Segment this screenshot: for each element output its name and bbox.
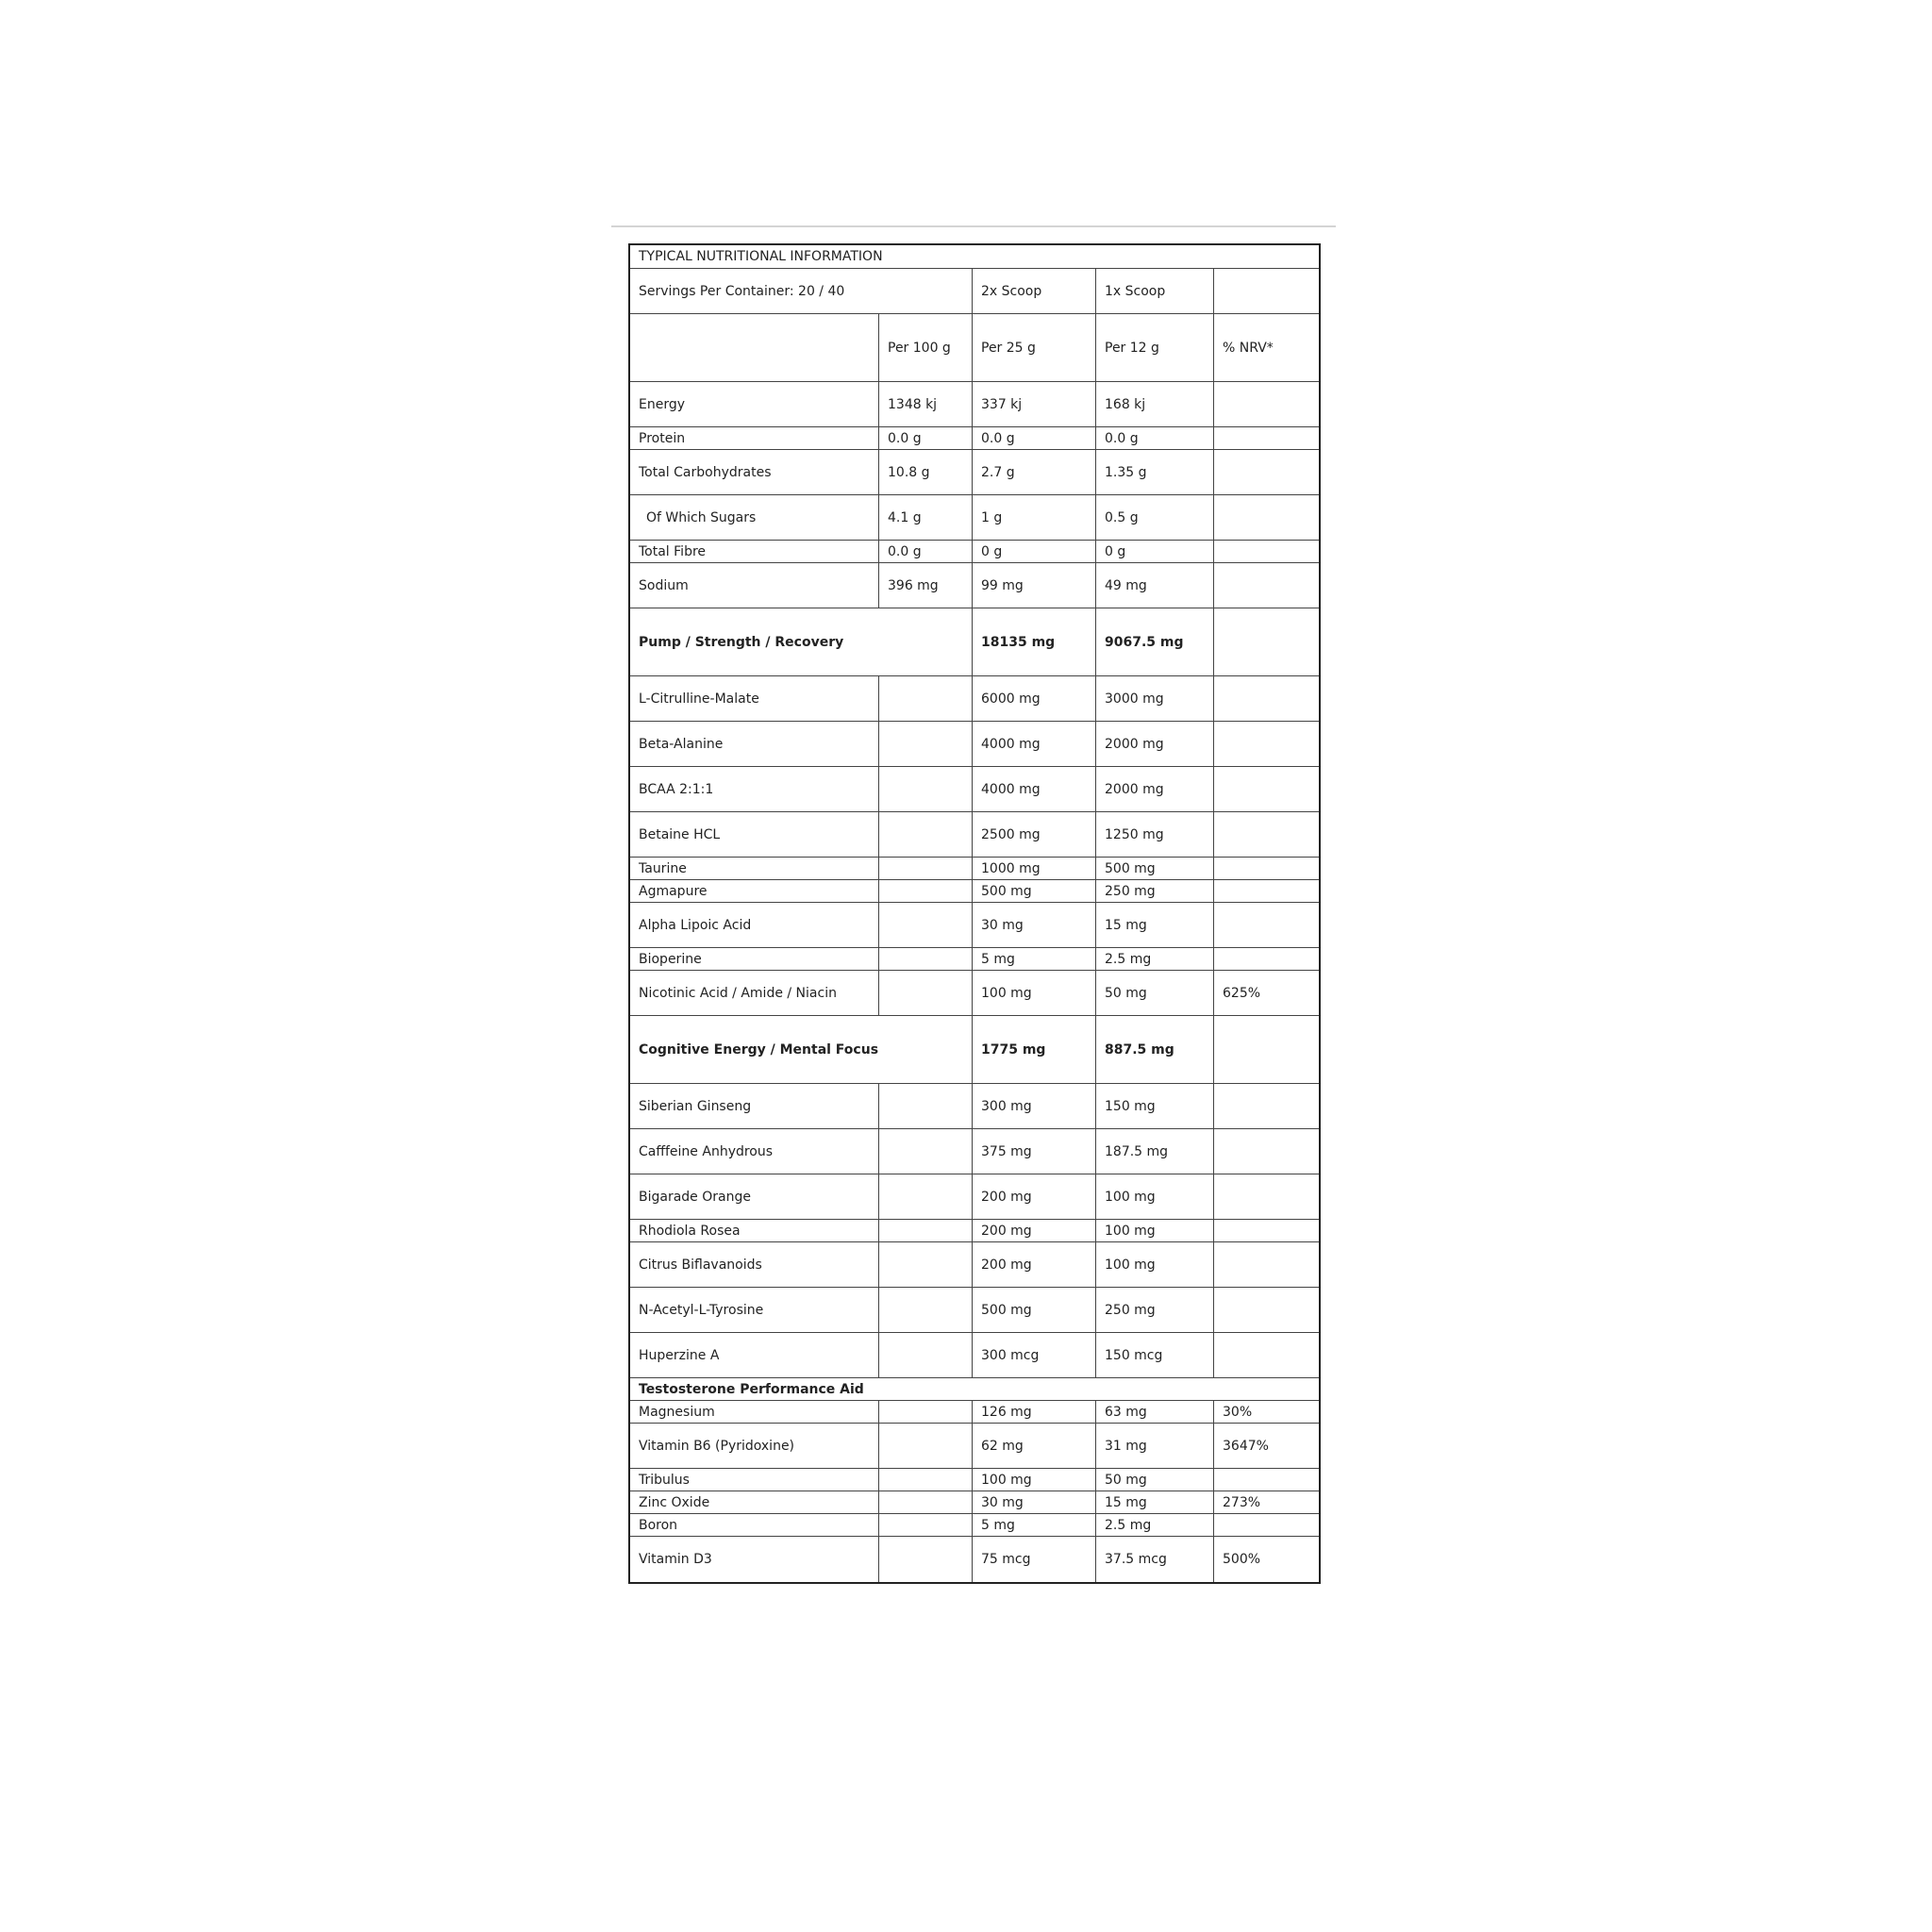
value-per-12g: 15 mg (1096, 1491, 1214, 1513)
column-header-row (630, 314, 1319, 382)
nutrient-name: Alpha Lipoic Acid (630, 903, 879, 947)
value-per-25g: 200 mg (973, 1242, 1096, 1287)
nutrient-name: Energy (630, 382, 879, 426)
value-per-25g: 126 mg (973, 1401, 1096, 1423)
value-per-25g: 4000 mg (973, 767, 1096, 811)
table-row (630, 767, 1319, 812)
group-name: Cognitive Energy / Mental Focus (630, 1016, 973, 1083)
nutrient-name: L-Citrulline-Malate (630, 676, 879, 721)
value-per-100g (879, 948, 973, 970)
nutrient-name: Total Carbohydrates (630, 450, 879, 494)
table-row (630, 1514, 1319, 1537)
value-per-100g (879, 812, 973, 857)
value-per-100g: 0.0 g (879, 541, 973, 562)
value-per-12g: 2000 mg (1096, 767, 1214, 811)
value-per-12g: 0 g (1096, 541, 1214, 562)
value-nrv: 3647% (1223, 1438, 1269, 1454)
nutrient-name: Huperzine A (630, 1333, 879, 1377)
nutrient-name: Agmapure (630, 880, 879, 902)
value-per-25g: 2500 mg (973, 812, 1096, 857)
value-per-12g: 3000 mg (1096, 676, 1214, 721)
group-nrv (1214, 1016, 1319, 1083)
value-per-25g: 300 mg (973, 1084, 1096, 1128)
table-title: TYPICAL NUTRITIONAL INFORMATION (639, 249, 883, 264)
group-total-per-25g: 18135 mg (973, 608, 1096, 675)
serving-header-1x: 1x Scoop (1096, 269, 1214, 313)
value-per-25g: 200 mg (973, 1220, 1096, 1241)
value-nrv: 273% (1223, 1494, 1261, 1510)
value-per-25g: 337 kj (973, 382, 1096, 426)
table-row (630, 1288, 1319, 1333)
column-header-name (630, 314, 879, 381)
value-nrv: 30% (1223, 1404, 1253, 1420)
value-nrv (1214, 812, 1319, 857)
value-per-25g: 100 mg (973, 1469, 1096, 1491)
table-row (630, 1469, 1319, 1491)
nutrient-name: Taurine (630, 858, 879, 879)
nutrient-name: BCAA 2:1:1 (630, 767, 879, 811)
value-nrv (1214, 767, 1319, 811)
nutrient-name: Zinc Oxide (630, 1491, 879, 1513)
value-per-100g (879, 903, 973, 947)
value-per-100g: 10.8 g (879, 450, 973, 494)
column-header-per-100g: Per 100 g (879, 314, 973, 381)
nutrient-name: Protein (630, 427, 879, 449)
table-title-row (630, 245, 1319, 269)
value-per-25g: 1000 mg (973, 858, 1096, 879)
value-per-100g (879, 880, 973, 902)
value-nrv (1214, 1174, 1319, 1219)
column-header-per-25g: Per 25 g (973, 314, 1096, 381)
nutrient-name: Citrus Biflavanoids (630, 1242, 879, 1287)
serving-header-2x: 2x Scoop (973, 269, 1096, 313)
table-row (630, 1129, 1319, 1174)
value-per-100g (879, 676, 973, 721)
value-per-100g: 0.0 g (879, 427, 973, 449)
table-row (630, 880, 1319, 903)
value-per-12g: 2.5 mg (1096, 948, 1214, 970)
value-per-100g (879, 1514, 973, 1536)
nutrient-name: Vitamin D3 (630, 1537, 879, 1582)
nutrient-name: Betaine HCL (630, 812, 879, 857)
value-per-25g: 30 mg (973, 1491, 1096, 1513)
value-per-25g: 200 mg (973, 1174, 1096, 1219)
value-per-12g: 500 mg (1096, 858, 1214, 879)
value-per-100g: 396 mg (879, 563, 973, 608)
nutrient-name: Boron (630, 1514, 879, 1536)
value-nrv (1214, 722, 1319, 766)
value-nrv (1214, 1469, 1319, 1491)
value-per-100g (879, 971, 973, 1015)
nutrient-name: Of Which Sugars (630, 495, 879, 540)
value-per-25g: 500 mg (973, 880, 1096, 902)
value-per-12g: 2000 mg (1096, 722, 1214, 766)
value-per-100g (879, 1174, 973, 1219)
section-header-row (630, 1378, 1319, 1401)
table-row (630, 1220, 1319, 1242)
value-nrv (1214, 1220, 1319, 1241)
value-per-25g: 62 mg (973, 1424, 1096, 1468)
top-divider (611, 225, 1336, 227)
value-per-100g: 4.1 g (879, 495, 973, 540)
serving-header-blank (1214, 269, 1319, 313)
value-nrv (1214, 1514, 1319, 1536)
value-per-25g: 100 mg (973, 971, 1096, 1015)
value-per-12g: 100 mg (1096, 1174, 1214, 1219)
value-per-12g: 49 mg (1096, 563, 1214, 608)
table-row (630, 450, 1319, 495)
value-per-100g (879, 767, 973, 811)
value-per-25g: 5 mg (973, 948, 1096, 970)
value-per-12g: 15 mg (1096, 903, 1214, 947)
value-per-12g: 250 mg (1096, 1288, 1214, 1332)
value-per-25g: 2.7 g (973, 450, 1096, 494)
table-row (630, 1242, 1319, 1288)
table-row (630, 858, 1319, 880)
value-per-12g: 50 mg (1096, 971, 1214, 1015)
value-per-12g: 250 mg (1096, 880, 1214, 902)
value-per-25g: 1 g (973, 495, 1096, 540)
group-nrv (1214, 608, 1319, 675)
value-per-100g (879, 1469, 973, 1491)
value-per-25g: 99 mg (973, 563, 1096, 608)
value-per-100g (879, 1491, 973, 1513)
value-per-25g: 75 mcg (973, 1537, 1096, 1582)
value-per-12g: 150 mg (1096, 1084, 1214, 1128)
value-per-25g: 30 mg (973, 903, 1096, 947)
value-nrv (1214, 1129, 1319, 1174)
table-row (630, 971, 1319, 1016)
value-per-12g: 31 mg (1096, 1424, 1214, 1468)
value-per-100g (879, 858, 973, 879)
value-nrv (1214, 880, 1319, 902)
value-per-12g: 0.5 g (1096, 495, 1214, 540)
value-nrv (1214, 903, 1319, 947)
nutrient-name: Sodium (630, 563, 879, 608)
value-nrv (1214, 676, 1319, 721)
table-row (630, 1174, 1319, 1220)
table-row (630, 1424, 1319, 1469)
value-per-100g (879, 1537, 973, 1582)
value-per-100g (879, 1288, 973, 1332)
value-nrv (1214, 1084, 1319, 1128)
value-nrv (1214, 1288, 1319, 1332)
table-row (630, 427, 1319, 450)
nutrient-name: Rhodiola Rosea (630, 1220, 879, 1241)
value-per-25g: 375 mg (973, 1129, 1096, 1174)
value-per-25g: 6000 mg (973, 676, 1096, 721)
group-total-row (630, 608, 1319, 676)
value-per-100g: 1348 kj (879, 382, 973, 426)
group-total-per-12g: 9067.5 mg (1096, 608, 1214, 675)
nutrient-name: Siberian Ginseng (630, 1084, 879, 1128)
table-row (630, 541, 1319, 563)
value-per-25g: 300 mcg (973, 1333, 1096, 1377)
value-nrv (1214, 563, 1319, 608)
value-nrv (1214, 858, 1319, 879)
nutrient-name: N-Acetyl-L-Tyrosine (630, 1288, 879, 1332)
servings-per-container: Servings Per Container: 20 / 40 (630, 269, 973, 313)
table-row (630, 1537, 1319, 1582)
value-per-100g (879, 1084, 973, 1128)
table-row (630, 676, 1319, 722)
value-per-25g: 4000 mg (973, 722, 1096, 766)
value-per-25g: 5 mg (973, 1514, 1096, 1536)
table-row (630, 495, 1319, 541)
nutrient-name: Cafffeine Anhydrous (630, 1129, 879, 1174)
value-nrv (1214, 1333, 1319, 1377)
table-row (630, 1333, 1319, 1378)
value-per-12g: 187.5 mg (1096, 1129, 1214, 1174)
value-per-100g (879, 1242, 973, 1287)
group-total-per-12g: 887.5 mg (1096, 1016, 1214, 1083)
table-row (630, 563, 1319, 608)
value-per-12g: 0.0 g (1096, 427, 1214, 449)
value-per-12g: 168 kj (1096, 382, 1214, 426)
nutrient-name: Tribulus (630, 1469, 879, 1491)
servings-row (630, 269, 1319, 314)
value-nrv (1214, 495, 1319, 540)
value-nrv: 500% (1223, 1552, 1261, 1567)
nutrient-name: Bigarade Orange (630, 1174, 879, 1219)
value-nrv (1214, 427, 1319, 449)
value-per-12g: 37.5 mcg (1096, 1537, 1214, 1582)
nutrient-name: Magnesium (630, 1401, 879, 1423)
group-total-per-25g: 1775 mg (973, 1016, 1096, 1083)
table-row (630, 722, 1319, 767)
nutrient-name: Total Fibre (630, 541, 879, 562)
table-row (630, 1491, 1319, 1514)
group-total-row (630, 1016, 1319, 1084)
value-per-100g (879, 722, 973, 766)
table-row (630, 812, 1319, 858)
value-per-12g: 150 mcg (1096, 1333, 1214, 1377)
value-per-100g (879, 1129, 973, 1174)
value-per-12g: 1.35 g (1096, 450, 1214, 494)
nutrient-name: Beta-Alanine (630, 722, 879, 766)
value-nrv: 625% (1223, 985, 1261, 1001)
value-per-12g: 100 mg (1096, 1220, 1214, 1241)
value-per-25g: 0 g (973, 541, 1096, 562)
table-row (630, 1401, 1319, 1424)
value-per-100g (879, 1401, 973, 1423)
nutrient-name: Nicotinic Acid / Amide / Niacin (630, 971, 879, 1015)
value-nrv (1214, 948, 1319, 970)
value-per-25g: 500 mg (973, 1288, 1096, 1332)
value-per-100g (879, 1424, 973, 1468)
value-nrv (1214, 541, 1319, 562)
value-nrv (1214, 382, 1319, 426)
value-per-25g: 0.0 g (973, 427, 1096, 449)
table-row (630, 382, 1319, 427)
nutrient-name: Bioperine (630, 948, 879, 970)
table-row (630, 903, 1319, 948)
value-per-12g: 63 mg (1096, 1401, 1214, 1423)
value-per-100g (879, 1333, 973, 1377)
table-row (630, 948, 1319, 971)
value-per-12g: 2.5 mg (1096, 1514, 1214, 1536)
column-header-nrv: % NRV* (1223, 340, 1274, 356)
value-per-12g: 50 mg (1096, 1469, 1214, 1491)
value-nrv (1214, 1242, 1319, 1287)
value-per-12g: 1250 mg (1096, 812, 1214, 857)
table-row (630, 1084, 1319, 1129)
group-name: Pump / Strength / Recovery (630, 608, 973, 675)
value-nrv (1214, 450, 1319, 494)
section-header: Testosterone Performance Aid (639, 1381, 864, 1397)
value-per-100g (879, 1220, 973, 1241)
nutrient-name: Vitamin B6 (Pyridoxine) (630, 1424, 879, 1468)
column-header-per-12g: Per 12 g (1096, 314, 1214, 381)
nutrition-table (628, 243, 1321, 1584)
value-per-12g: 100 mg (1096, 1242, 1214, 1287)
